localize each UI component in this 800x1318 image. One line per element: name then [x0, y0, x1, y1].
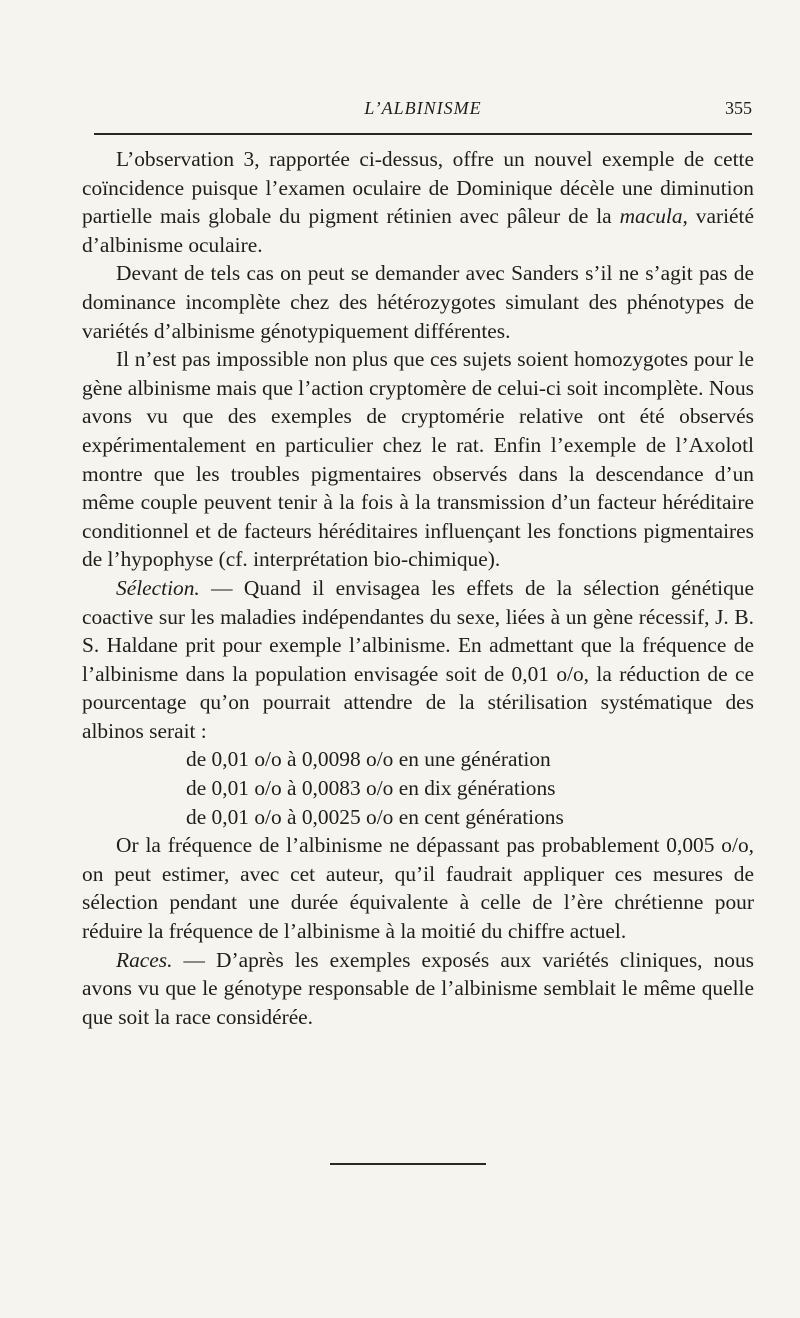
running-title: L’ALBINISME [364, 98, 482, 118]
paragraph-4 [82, 574, 754, 746]
paragraph-4-text: — Quand il envisagea les effets de la sélection génétique coactive sur les maladies indépendantes du sexe, liées à un gène récessif, J. B. S. Haldane prit pour exemple l’albinisme. En admettant que la fréquence de l’albinisme dans la population envisagée soit de 0,01 o/o, la réduction de ce pourcentage qu’on pourrait attendre de la stérilisation systématique des albinos serait : [82, 575, 754, 743]
paragraph-1 [82, 145, 754, 259]
paragraph-3: Il n’est pas impossible non plus que ces sujets soient homozygotes pour le gène albinisme mais que l’action cryptomère de celui-ci soit incomplète. Nous avons vu que des exemples de cryptomérie relative ont été observés expérimentalement en particulier chez le rat. Enfin l’exemple de l’Axolotl montre que les troubles pigmentaires observés dans la descendance d’un même couple peuvent tenir à la fois à la transmission d’un facteur héréditaire conditionnel et de facteurs héréditaires influençant les fonctions pigmentaires de l’hypophyse (cf. interprétation bio-chimique). [82, 347, 754, 572]
body-text [82, 145, 754, 1031]
frequency-line-2: de 0,01 o/o à 0,0083 o/o en dix générations [186, 776, 556, 801]
paragraph-1-text: L’observation 3, rapportée ci-dessus, offre un nouvel exemple de cette coïncidence puisque l’examen oculaire de Dominique décèle une diminution partielle mais globale du pigment rétinien avec pâleur de la [82, 147, 754, 229]
page-number: 355 [725, 98, 752, 118]
section-heading-races: Races. [116, 947, 173, 972]
paragraph-6-text: — D’après les exemples exposés aux variétés cliniques, nous avons vu que le génotype responsable de l’albinisme semblait le même quelle que soit la race considérée. [82, 947, 754, 1029]
end-rule [330, 1163, 486, 1165]
frequency-line-1: de 0,01 o/o à 0,0098 o/o en une génération [186, 747, 551, 772]
paragraph-1-emphasis: macula [619, 204, 683, 229]
header-rule [94, 133, 752, 135]
paragraph-2: Devant de tels cas on peut se demander avec Sanders s’il ne s’agit pas de dominance incomplète chez des hétérozygotes simulant des phénotypes de variétés d’albinisme génotypiquement différentes. [82, 261, 754, 343]
frequency-line-3: de 0,01 o/o à 0,0025 o/o en cent générations [186, 804, 564, 829]
paragraph-1-tail: , variété d’albinisme oculaire. [82, 204, 754, 257]
paragraph-5: Or la fréquence de l’albinisme ne dépassant pas probablement 0,005 o/o, on peut estimer, avec cet auteur, qu’il faudrait appliquer ces mesures de sélection pendant une durée équivalente à celle de l’ère chrétienne pour réduire la fréquence de l’albinisme à la moitié du chiffre actuel. [82, 833, 754, 944]
section-heading-selection: Sélection. [116, 575, 200, 600]
paragraph-6 [82, 946, 754, 1032]
page-header [94, 96, 752, 126]
frequency-list [82, 745, 754, 831]
